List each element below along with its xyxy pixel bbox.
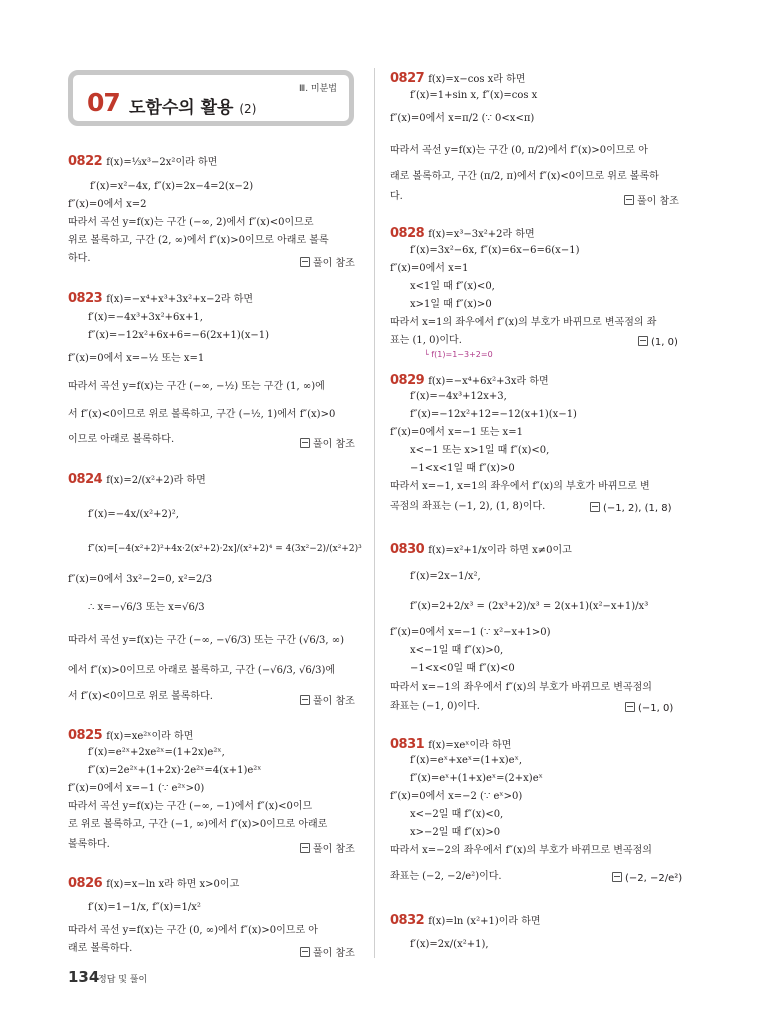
problem-0830-line-5: −1<x<0일 때 f″(x)<0 <box>410 663 515 674</box>
problem-0831-line-0: 0831 f(x)=xeˣ이라 하면 <box>390 737 512 752</box>
problem-0830-line-7: 좌표는 (−1, 0)이다. <box>390 701 480 712</box>
problem-0824-line-5: 따라서 곡선 y=f(x)는 구간 (−∞, −√6/3) 또는 구간 (√6/3, ∞) <box>68 635 345 646</box>
problem-number: 0830 <box>390 542 425 557</box>
chapter-title <box>129 93 256 118</box>
problem-0829-line-7: 곡점의 좌표는 (−1, 2), (1, 8)이다. <box>390 501 546 512</box>
note-0828: └ f(1)=1−3+2=0 <box>424 350 493 359</box>
problem-0822-line-1: f′(x)=x²−4x, f″(x)=2x−4=2(x−2) <box>90 181 254 192</box>
problem-0827-line-4: 래로 볼록하고, 구간 (π/2, π)에서 f″(x)<0이므로 위로 볼록하 <box>390 171 659 182</box>
problem-0824-line-2: f″(x)=[−4(x²+2)²+4x·2(x²+2)·2x]/(x²+2)⁴ = 4(3x²−2)/(x²+2)³ <box>88 544 362 554</box>
problem-0825-line-5: 로 위로 볼록하고, 구간 (−1, ∞)에서 f″(x)>0이므로 아래로 <box>68 819 328 830</box>
chapter-subtitle: (2) <box>239 102 257 116</box>
problem-0825-line-6: 볼록하다. <box>68 839 110 850</box>
problem-0827-line-1: f′(x)=1+sin x, f″(x)=cos x <box>410 90 538 101</box>
problem-0827-line-5: 다. <box>390 191 403 202</box>
problem-0822-line-3: 따라서 곡선 y=f(x)는 구간 (−∞, 2)에서 f″(x)<0이므로 <box>68 217 314 228</box>
problem-0823-line-3: f″(x)=0에서 x=−½ 또는 x=1 <box>68 353 205 364</box>
problem-0830-line-2: f″(x)=2+2/x³ = (2x³+2)/x³ = 2(x+1)(x²−x+1)/x³ <box>410 601 649 612</box>
problem-0832-line-1: f′(x)=2x/(x²+1), <box>410 939 489 950</box>
problem-0822-line-5: 하다. <box>68 253 91 264</box>
answer-icon <box>625 702 635 712</box>
problem-0832-line-0: 0832 f(x)=ln (x²+1)이라 하면 <box>390 913 541 928</box>
answer-icon <box>590 502 600 512</box>
column-divider <box>374 68 375 958</box>
answer-icon <box>300 438 310 448</box>
answer-icon <box>300 257 310 267</box>
problem-0827-line-0: 0827 f(x)=x−cos x라 하면 <box>390 71 526 86</box>
answer-0831: (−2, −2/e²) <box>612 872 682 884</box>
problem-0825-line-1: f′(x)=e²ˣ+2xe²ˣ=(1+2x)e²ˣ, <box>88 747 225 758</box>
answer-icon <box>612 872 622 882</box>
answer-icon <box>300 843 310 853</box>
problem-number: 0827 <box>390 71 425 86</box>
problem-0829-line-6: 따라서 x=−1, x=1의 좌우에서 f″(x)의 부호가 바뀌므로 변 <box>390 481 650 492</box>
answer-0828: (1, 0) <box>638 336 678 348</box>
problem-0827-line-3: 따라서 곡선 y=f(x)는 구간 (0, π/2)에서 f″(x)>0이므로 아 <box>390 145 648 156</box>
problem-0824-line-6: 에서 f″(x)>0이므로 아래로 볼록하고, 구간 (−√6/3, √6/3)에 <box>68 665 336 676</box>
problem-0829-line-1: f′(x)=−4x³+12x+3, <box>410 391 507 402</box>
problem-0830-line-4: x<−1일 때 f″(x)>0, <box>410 645 504 656</box>
chapter-header <box>68 70 354 126</box>
problem-0828-line-3: x<1일 때 f″(x)<0, <box>410 281 495 292</box>
section-label: Ⅲ. 미분법 <box>298 84 337 94</box>
chapter-number: 07 <box>87 88 120 117</box>
chapter-title-text: 도함수의 활용 <box>129 98 234 118</box>
problem-0827-line-2: f″(x)=0에서 x=π/2 (∵ 0<x<π) <box>390 113 535 124</box>
problem-0825-line-4: 따라서 곡선 y=f(x)는 구간 (−∞, −1)에서 f″(x)<0이므 <box>68 801 313 812</box>
problem-number: 0829 <box>390 373 425 388</box>
problem-0822-line-0: 0822 f(x)=⅓x³−2x²이라 하면 <box>68 154 218 169</box>
problem-0826-line-1: f′(x)=1−1/x, f″(x)=1/x² <box>88 902 201 913</box>
problem-0828-line-6: 표는 (1, 0)이다. <box>390 335 462 346</box>
problem-0826-line-3: 래로 볼록하다. <box>68 943 133 954</box>
answer-ref-0826: 풀이 참조 <box>300 944 355 959</box>
problem-0823-line-6: 이므로 아래로 볼록하다. <box>68 434 175 445</box>
problem-0829-line-5: −1<x<1일 때 f″(x)>0 <box>410 463 515 474</box>
problem-0829-line-2: f″(x)=−12x²+12=−12(x+1)(x−1) <box>410 409 577 420</box>
problem-number: 0831 <box>390 737 425 752</box>
problem-0822-line-4: 위로 볼록하고, 구간 (2, ∞)에서 f″(x)>0이므로 아래로 볼록 <box>68 235 329 246</box>
problem-0825-line-0: 0825 f(x)=xe²ˣ이라 하면 <box>68 728 194 743</box>
problem-0824-line-0: 0824 f(x)=2/(x²+2)라 하면 <box>68 472 206 487</box>
answer-0830: (−1, 0) <box>625 702 673 714</box>
problem-0825-line-3: f″(x)=0에서 x=−1 (∵ e²ˣ>0) <box>68 783 205 794</box>
problem-0831-line-2: f″(x)=eˣ+(1+x)eˣ=(2+x)eˣ <box>410 773 543 784</box>
problem-number: 0823 <box>68 291 103 306</box>
answer-ref-0823: 풀이 참조 <box>300 435 355 450</box>
answer-ref-0822: 풀이 참조 <box>300 254 355 269</box>
problem-0831-line-1: f′(x)=eˣ+xeˣ=(1+x)eˣ, <box>410 755 523 766</box>
problem-0822-line-2: f″(x)=0에서 x=2 <box>68 199 147 210</box>
problem-0824-line-1: f′(x)=−4x/(x²+2)², <box>88 509 179 520</box>
problem-0831-line-7: 좌표는 (−2, −2/e²)이다. <box>390 871 502 882</box>
problem-0829-line-4: x<−1 또는 x>1일 때 f″(x)<0, <box>410 445 550 456</box>
problem-0824-line-3: f″(x)=0에서 3x²−2=0, x²=2/3 <box>68 574 213 585</box>
problem-0828-line-4: x>1일 때 f″(x)>0 <box>410 299 492 310</box>
problem-0828-line-1: f′(x)=3x²−6x, f″(x)=6x−6=6(x−1) <box>410 245 580 256</box>
problem-0830-line-0: 0830 f(x)=x²+1/x이라 하면 x≠0이고 <box>390 542 572 557</box>
problem-0828-line-2: f″(x)=0에서 x=1 <box>390 263 469 274</box>
answer-icon <box>638 336 648 346</box>
problem-number: 0832 <box>390 913 425 928</box>
answer-icon <box>624 195 634 205</box>
answer-ref-0825: 풀이 참조 <box>300 840 355 855</box>
problem-0823-line-0: 0823 f(x)=−x⁴+x³+3x²+x−2라 하면 <box>68 291 254 306</box>
answer-ref-0827: 풀이 참조 <box>624 192 679 207</box>
problem-0831-line-6: 따라서 x=−2의 좌우에서 f″(x)의 부호가 바뀌므로 변곡점의 <box>390 845 652 856</box>
page-number: 134 <box>68 968 100 986</box>
problem-0831-line-3: f″(x)=0에서 x=−2 (∵ eˣ>0) <box>390 791 523 802</box>
problem-number: 0824 <box>68 472 103 487</box>
problem-0828-line-5: 따라서 x=1의 좌우에서 f″(x)의 부호가 바뀌므로 변곡점의 좌 <box>390 317 657 328</box>
problem-0826-line-2: 따라서 곡선 y=f(x)는 구간 (0, ∞)에서 f″(x)>0이므로 아 <box>68 925 318 936</box>
page-footer-label: 정답 및 풀이 <box>98 975 148 985</box>
problem-0823-line-1: f′(x)=−4x³+3x²+6x+1, <box>88 312 203 323</box>
problem-0830-line-6: 따라서 x=−1의 좌우에서 f″(x)의 부호가 바뀌므로 변곡점의 <box>390 682 652 693</box>
problem-0828-line-0: 0828 f(x)=x³−3x²+2라 하면 <box>390 226 535 241</box>
problem-0825-line-2: f″(x)=2e²ˣ+(1+2x)·2e²ˣ=4(x+1)e²ˣ <box>88 765 262 776</box>
problem-0829-line-3: f″(x)=0에서 x=−1 또는 x=1 <box>390 427 523 438</box>
answer-icon <box>300 947 310 957</box>
problem-0830-line-3: f″(x)=0에서 x=−1 (∵ x²−x+1>0) <box>390 627 551 638</box>
problem-0823-line-2: f″(x)=−12x²+6x+6=−6(2x+1)(x−1) <box>88 330 269 341</box>
problem-0823-line-5: 서 f″(x)<0이므로 위로 볼록하고, 구간 (−½, 1)에서 f″(x)>0 <box>68 409 336 420</box>
problem-number: 0826 <box>68 876 103 891</box>
problem-0824-line-4: ∴ x=−√6/3 또는 x=√6/3 <box>88 602 205 613</box>
problem-0824-line-7: 서 f″(x)<0이므로 위로 볼록하다. <box>68 691 213 702</box>
problem-number: 0822 <box>68 154 103 169</box>
problem-0826-line-0: 0826 f(x)=x−ln x라 하면 x>0이고 <box>68 876 240 891</box>
problem-0830-line-1: f′(x)=2x−1/x², <box>410 571 481 582</box>
answer-icon <box>300 695 310 705</box>
problem-number: 0825 <box>68 728 103 743</box>
answer-ref-0824: 풀이 참조 <box>300 692 355 707</box>
problem-number: 0828 <box>390 226 425 241</box>
answer-0829: (−1, 2), (1, 8) <box>590 502 672 514</box>
problem-0823-line-4: 따라서 곡선 y=f(x)는 구간 (−∞, −½) 또는 구간 (1, ∞)에 <box>68 381 325 392</box>
problem-0829-line-0: 0829 f(x)=−x⁴+6x²+3x라 하면 <box>390 373 549 388</box>
problem-0831-line-5: x>−2일 때 f″(x)>0 <box>410 827 501 838</box>
problem-0831-line-4: x<−2일 때 f″(x)<0, <box>410 809 504 820</box>
